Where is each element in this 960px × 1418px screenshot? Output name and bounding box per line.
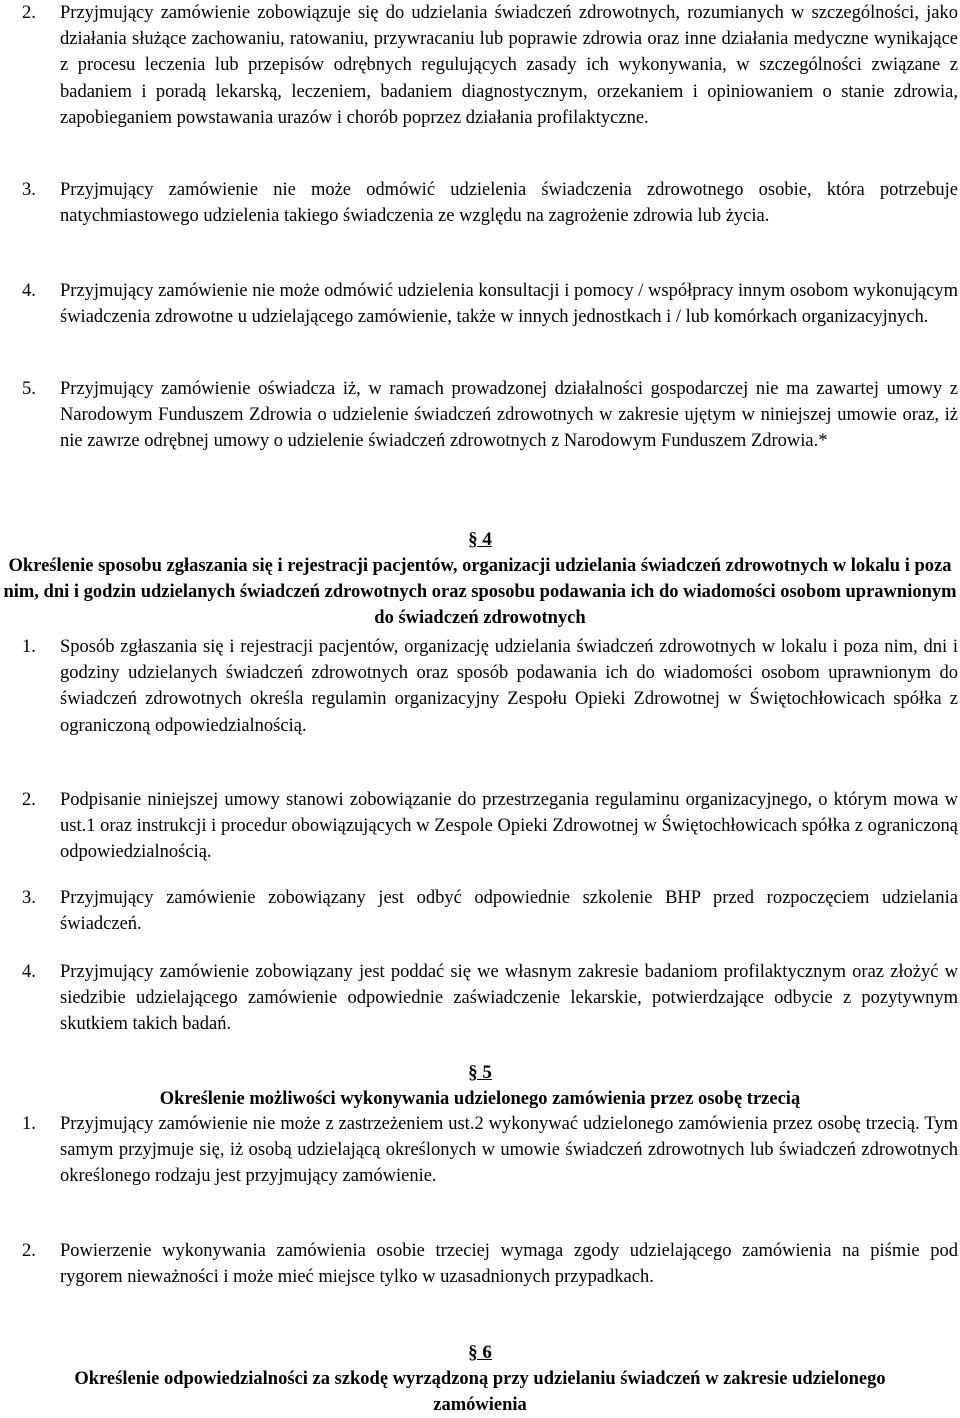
s4-item-2 [0, 787, 958, 866]
item-2 [0, 0, 958, 131]
item-text: Przyjmujący zamówienie oświadcza iż, w ramach prowadzonej działalności gospodarczej nie ma zawartej umowy z Narodowym Funduszem Zdrowia o udzielenie świadczeń zdrowotnych w zakresie ujętym w niniejszej umowie oraz, iż nie zawrze odrębnej umowy o udzielenie świadczeń zdrowotnych z Narodowym Funduszem Zdrowia.* [60, 379, 958, 452]
section-4-heading [0, 527, 960, 632]
item-text: Przyjmujący zamówienie zobowiązany jest poddać się we własnym zakresie badaniom profilaktycznym oraz złożyć w siedzibie udzielającego zamówienie odpowiednie zaświadczenie lekarskie, potwierdzające odbycie z pozytywnym skutkiem takich badań. [60, 962, 958, 1035]
item-number: 1. [22, 1114, 36, 1134]
item-number: 4. [22, 962, 36, 982]
s4-item-4 [0, 959, 958, 1038]
item-text: Powierzenie wykonywania zamówienia osobie trzeciej wymaga zgody udzielającego zamówienia na piśmie pod rygorem nieważności i może mieć miejsce tylko w uzasadnionych przypadkach. [60, 1241, 958, 1288]
item-text: Sposób zgłaszania się i rejestracji pacjentów, organizację udzielania świadczeń zdrowotnych w lokalu i poza nim, dni i godziny udzielanych świadczeń zdrowotnych oraz sposób podawania ich do wiadomości osobom uprawnionym do świadczeń zdrowotnych określa regulamin organizacyjny Zespołu Opieki Zdrowotnej w Świętochłowicach spółka z ograniczoną odpowiedzialnością. [60, 637, 958, 736]
section-5-heading [0, 1060, 960, 1112]
section-sign: § 6 [468, 1342, 492, 1363]
item-4 [0, 278, 958, 330]
item-number: 2. [22, 790, 36, 810]
item-5 [0, 376, 958, 455]
section-title: Określenie sposobu zgłaszania się i rejestracji pacjentów, organizacji udzielania świadczeń zdrowotnych w lokalu i poza nim, dni i godzin udzielanych świadczeń zdrowotnych oraz sposobu podawania ich do wiadomości osobom uprawnionym do świadczeń zdrowotnych [3, 556, 957, 629]
item-text: Przyjmujący zamówienie nie może odmówić udzielenia konsultacji i pomocy / współpracy innym osobom wykonującym świadczenia zdrowotne u udzielającego zamówienie, także w innych jednostkach i / lub komórkach organizacyjnych. [60, 281, 958, 328]
s5-item-2 [0, 1238, 958, 1290]
item-text: Przyjmujący zamówienie nie może z zastrzeżeniem ust.2 wykonywać udzielonego zamówienia przez osobę trzecią. Tym samym przyjmuje się, iż osobą udzielającą określonych w umowie świadczeń zdrowotnych lub świadczeń zdrowotnych określonego rodzaju jest przyjmujący zamówienie. [60, 1114, 958, 1187]
s5-item-1 [0, 1111, 958, 1190]
s4-item-1 [0, 634, 958, 739]
section-title: Określenie możliwości wykonywania udzielonego zamówienia przez osobę trzecią [159, 1089, 801, 1109]
item-number: 3. [22, 888, 36, 908]
item-number: 2. [22, 1241, 36, 1261]
item-text: Podpisanie niniejszej umowy stanowi zobowiązanie do przestrzegania regulaminu organizacyjnego, o którym mowa w ust.1 oraz instrukcji i procedur obowiązujących w Zespole Opieki Zdrowotnej w Świętochłowicach spółka z ograniczoną odpowiedzialnością. [60, 790, 958, 863]
section-title: Określenie odpowiedzialności za szkodę wyrządzoną przy udzielaniu świadczeń w zakresie udzielonego zamówienia [74, 1369, 886, 1416]
item-number: 4. [22, 281, 36, 301]
item-number: 3. [22, 180, 36, 200]
item-text: Przyjmujący zamówienie nie może odmówić udzielenia świadczenia zdrowotnego osobie, która potrzebuje natychmiastowego udzielenia takiego świadczenia ze względu na zagrożenie zdrowia lub życia. [60, 180, 958, 227]
item-number: 2. [22, 3, 36, 23]
s4-item-3 [0, 885, 958, 937]
item-number: 1. [22, 637, 36, 657]
item-text: Przyjmujący zamówienie zobowiązuje się do udzielania świadczeń zdrowotnych, rozumianych w szczególności, jako działania służące zachowaniu, ratowaniu, przywracaniu lub poprawie zdrowia oraz inne działania medyczne wynikające z procesu leczenia lub przepisów odrębnych regulujących zasady ich wykonywania, w szczególności związane z badaniem i poradą lekarską, leczeniem, badaniem diagnostycznym, orzekaniem i opiniowaniem o stanie zdrowia, zapobieganiem powstawania urazów i chorób poprzez działania profilaktyczne. [60, 3, 958, 128]
section-sign: § 4 [468, 529, 492, 550]
item-3 [0, 177, 958, 229]
item-text: Przyjmujący zamówienie zobowiązany jest odbyć odpowiednie szkolenie BHP przed rozpoczęciem udzielania świadczeń. [60, 888, 958, 935]
item-number: 5. [22, 379, 36, 399]
section-6-heading [0, 1340, 960, 1418]
section-sign: § 5 [468, 1062, 492, 1083]
